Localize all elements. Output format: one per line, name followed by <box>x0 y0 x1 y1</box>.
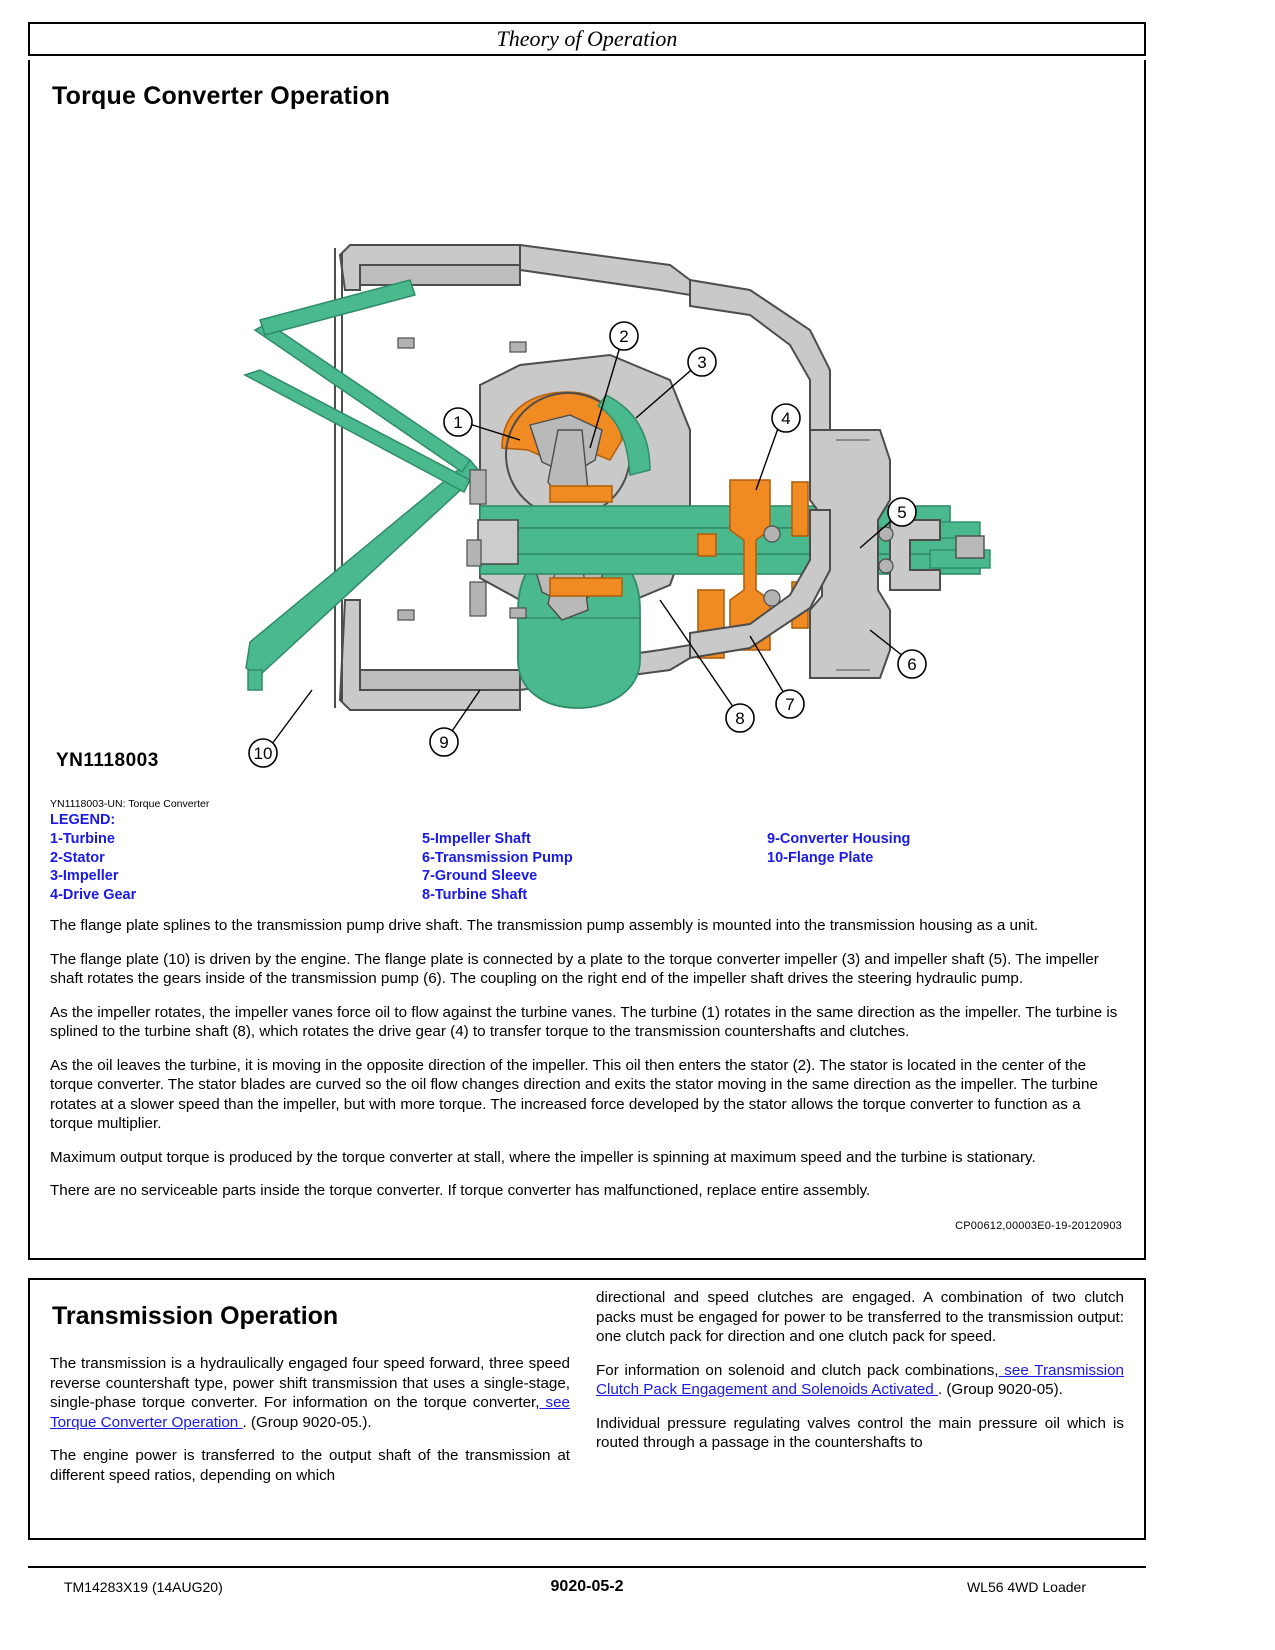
legend-item: 3-Impeller <box>50 868 119 884</box>
transmission-section-title: Transmission Operation <box>52 1302 339 1330</box>
paragraph <box>50 1354 570 1432</box>
footer-page-number: 9020-05-2 <box>550 1578 624 1595</box>
legend-item: 9-Converter Housing <box>767 831 911 847</box>
page-footer <box>28 1566 1146 1606</box>
legend-item: 10-Flange Plate <box>767 849 874 866</box>
paragraph <box>596 1361 1124 1400</box>
transmission-left-column <box>50 1354 570 1499</box>
legend-column-2 <box>422 830 767 904</box>
legend-column-1 <box>50 830 422 904</box>
link-clutch-pack-engagement[interactable]: see Transmission Clutch Pack Engagement and Solenoids Activated <box>596 1361 1125 1398</box>
paragraph: The flange plate splines to the transmission pump drive shaft. The transmission pump assembly is mounted into the transmission housing as a unit. <box>50 917 1039 934</box>
paragraph: The engine power is transferred to the output shaft of the transmission at different speed ratios, depending on which <box>50 1447 570 1484</box>
svg-text:9: 9 <box>439 733 449 752</box>
paragraph: As the impeller rotates, the impeller vanes force oil to flow against the turbine vanes. The turbine (1) rotates in the same direction as the impeller. The turbine is splined to the turbine shaft (8), which rotates the drive gear (4) to transfer torque to the transmission countershafts and clutches. <box>50 1003 1118 1040</box>
svg-text:5: 5 <box>897 503 907 522</box>
svg-text:7: 7 <box>785 695 795 714</box>
paragraph: As the oil leaves the turbine, it is moving in the opposite direction of the impeller. This oil then enters the stator (2). The stator is located in the center of the torque converter. The stator blades are curved so the oil flow changes direction and exits the stator moving in the same direction as the impeller. The turbine rotates at a slower speed than the impeller, but with more torque. The increased force developed by the stator allows the torque converter to function as a torque multiplier. <box>50 1056 1098 1132</box>
legend <box>50 812 1110 904</box>
paragraph: Maximum output torque is produced by the torque converter at stall, where the impeller is spinning at maximum speed and the turbine is stationary. <box>50 1148 1036 1166</box>
paragraph: There are no serviceable parts inside the torque converter. If torque converter has malfunctioned, replace entire assembly. <box>50 1182 871 1199</box>
document-reference-code: CP00612,00003E0-19-20120903 <box>955 1220 1122 1232</box>
legend-item: 2-Stator <box>50 849 105 866</box>
torque-converter-section <box>28 60 1146 1260</box>
svg-text:1: 1 <box>453 413 463 432</box>
paragraph-text-cont: . (Group 9020-05.). <box>242 1413 372 1431</box>
legend-item: 7-Ground Sleeve <box>422 868 538 884</box>
link-torque-converter-operation[interactable]: see Torque Converter Operation <box>50 1394 570 1431</box>
figure-id: YN1118003 <box>56 750 159 771</box>
running-header-title: Theory of Operation <box>496 26 678 51</box>
legend-item: 1-Turbine <box>50 831 115 847</box>
page-title: Torque Converter Operation <box>52 82 391 110</box>
running-header <box>28 22 1146 56</box>
svg-text:2: 2 <box>619 327 629 346</box>
svg-text:6: 6 <box>907 655 917 674</box>
svg-text:3: 3 <box>697 353 707 372</box>
svg-text:10: 10 <box>253 744 273 763</box>
legend-item: 5-Impeller Shaft <box>422 831 531 847</box>
legend-item: 6-Transmission Pump <box>422 849 573 866</box>
transmission-operation-section <box>28 1278 1146 1540</box>
footer-machine-model: WL56 4WD Loader <box>966 1579 1086 1595</box>
legend-item: 4-Drive Gear <box>50 886 137 903</box>
svg-text:8: 8 <box>735 709 745 728</box>
paragraph-text: For information on solenoid and clutch pack combinations, <box>596 1361 999 1379</box>
legend-item: 8-Turbine Shaft <box>422 886 528 903</box>
paragraph-text-cont: . (Group 9020-05). <box>937 1381 1063 1398</box>
legend-column-3 <box>767 830 1067 904</box>
footer-manual-number: TM14283X19 (14AUG20) <box>64 1579 223 1595</box>
paragraph-text: The transmission is a hydraulically engaged four speed forward, three speed reverse countershaft type, power shift transmission that uses a single-stage, single-phase torque converter. For information on the torque converter, <box>50 1355 570 1411</box>
paragraph: directional and speed clutches are engaged. A combination of two clutch packs must be engaged for power to be transferred to the transmission output: one clutch pack for direction and one clutch pack for speed. <box>596 1289 1124 1345</box>
paragraph: Individual pressure regulating valves control the main pressure oil which is routed through a passage in the countershafts to <box>596 1414 1124 1451</box>
figure-caption: YN1118003-UN: Torque Converter <box>50 798 210 810</box>
section-body <box>50 916 1122 1215</box>
transmission-right-column <box>596 1288 1124 1467</box>
legend-label: LEGEND: <box>50 812 116 828</box>
svg-text:4: 4 <box>781 409 791 428</box>
paragraph: The flange plate (10) is driven by the engine. The flange plate is connected by a plate to the torque converter impeller (3) and impeller shaft (5). The impeller shaft rotates the gears inside of the transmission pump (6). The coupling on the right end of the impeller shaft drives the steering hydraulic pump. <box>50 950 1099 987</box>
